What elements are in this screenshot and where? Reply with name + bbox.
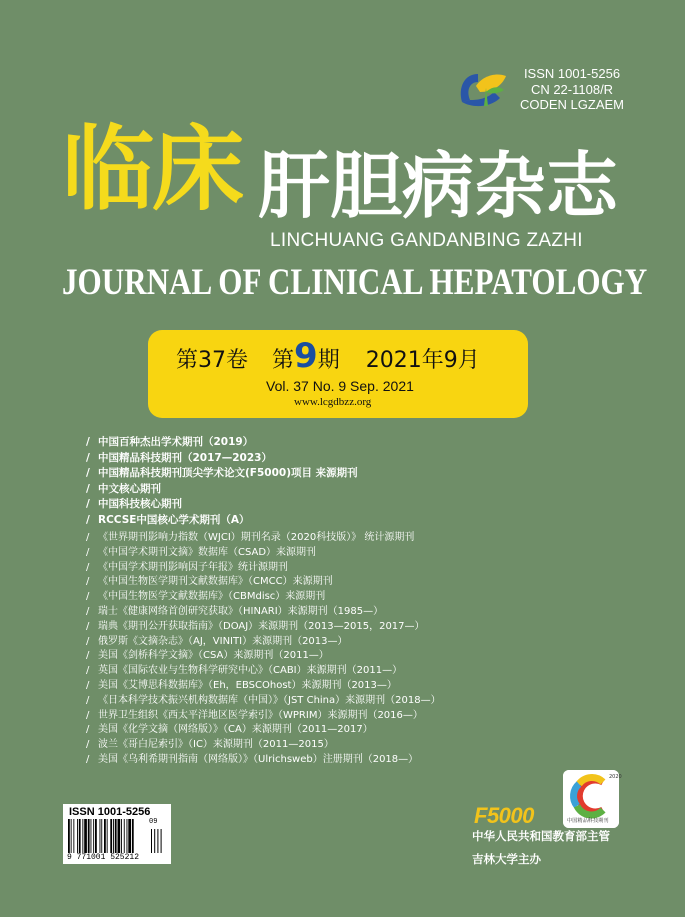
list-item: / 美国《艾博思科数据库》（Eh，EBSCOhost）来源期刊（2013—） <box>86 679 397 691</box>
issue-no-prefix: 第 <box>272 348 295 373</box>
issn-text: ISSN 1001-5256 <box>523 66 621 81</box>
svg-text:中国精品科技期刊: 中国精品科技期刊 <box>567 818 609 824</box>
journal-logo-icon <box>456 68 512 110</box>
list-item: / 中国精品科技期刊（2017—2023） <box>86 451 272 464</box>
list-item: / RCCSE中国核心学术期刊（A） <box>86 513 250 526</box>
list-item: / 世界卫生组织《西太平洋地区医学索引》（WPRIM）来源期刊（2016—） <box>86 709 423 721</box>
title-english: JOURNAL OF CLINICAL HEPATOLOGY <box>62 262 648 303</box>
honors-list <box>86 435 358 528</box>
list-item: / 美国《剑桥科学文摘》（CSA）来源期刊（2011—） <box>86 650 329 662</box>
list-item: / 《日本科学技术振兴机构数据库（中国）》（JST China）来源期刊（2018—） <box>86 694 441 706</box>
indexes-list <box>86 531 441 768</box>
list-item: / 《中国生物医学文献数据库》（CBMdisc）来源期刊 <box>86 591 326 603</box>
list-item: / 英国《国际农业与生物科学研究中心》（CABI）来源期刊（2011—） <box>86 665 403 677</box>
list-item: / 中国科技核心期刊 <box>86 498 182 510</box>
issue-number: 9 <box>294 336 318 376</box>
coden-text: CODEN LGZAEM <box>520 97 625 112</box>
barcode-number: 9 771001 525212 <box>67 853 140 862</box>
barcode <box>63 804 171 864</box>
sponsor-supervisor: 中华人民共和国教育部主管 <box>472 829 610 843</box>
list-item: / 俄罗斯《文摘杂志》（AJ，VINITI）来源期刊（2013—） <box>86 635 348 647</box>
list-item: / 《世界期刊影响力指数（WJCI）期刊名录（2020科技版）》 统计源期刊 <box>86 532 415 543</box>
list-item: / 《中国学术期刊影响因子年报》统计源期刊 <box>86 561 288 573</box>
barcode-addon: 09 <box>149 818 158 826</box>
list-item: / 美国《乌利希期刊指南（网络版）》（Ulrichsweb）注册期刊（2018—） <box>86 753 419 765</box>
title-cn-white: 肝胆病杂志 <box>258 144 619 228</box>
list-item: / 美国《化学文摘（网络版）》（CA）来源期刊（2011—2017） <box>86 724 373 736</box>
volume-cn: 第37卷 <box>176 348 248 373</box>
sponsor-host: 吉林大学主办 <box>472 852 541 866</box>
list-item: / 瑞典《期刊公开获取指南》（DOAJ）来源期刊（2013—2015，2017—） <box>86 620 425 632</box>
list-item: / 《中国生物医学期刊文献数据库》（CMCC）来源期刊 <box>86 576 333 588</box>
list-item: / 中文核心期刊 <box>86 482 161 495</box>
issue-line-cn <box>176 338 480 379</box>
list-item: / 中国百种杰出学术期刊（2019） <box>86 436 254 448</box>
title-cn-yellow: 临床 <box>62 116 243 223</box>
list-item: / 《中国学术期刊文摘》数据库（CSAD）来源期刊 <box>86 546 317 558</box>
issue-no-suffix: 期 <box>317 348 340 373</box>
list-item: / 波兰《哥白尼索引》（IC）来源期刊（2011—2015） <box>86 739 334 751</box>
barcode-issn: ISSN 1001-5256 <box>69 806 151 818</box>
title-pinyin: LINCHUANG GANDANBING ZAZHI <box>270 230 583 251</box>
issn-block <box>520 66 624 113</box>
issue-date: 2021年9月 <box>365 348 480 373</box>
svg-text:2020: 2020 <box>609 774 622 780</box>
journal-url: www.lcgdbzz.org <box>294 396 372 408</box>
cn-text: CN 22-1108/R <box>530 81 614 97</box>
list-item: / 中国精品科技期刊顶尖学术论文(F5000)项目 来源期刊 <box>86 467 358 479</box>
list-item: / 瑞士《健康网络首创研究获取》（HINARI）来源期刊（1985—） <box>86 605 384 617</box>
f5000-logo: F5000 <box>474 803 534 828</box>
issue-line-en: Vol. 37 No. 9 Sep. 2021 <box>266 378 414 394</box>
issue-box <box>148 330 528 418</box>
excellence-journal-logo-icon <box>563 770 622 828</box>
